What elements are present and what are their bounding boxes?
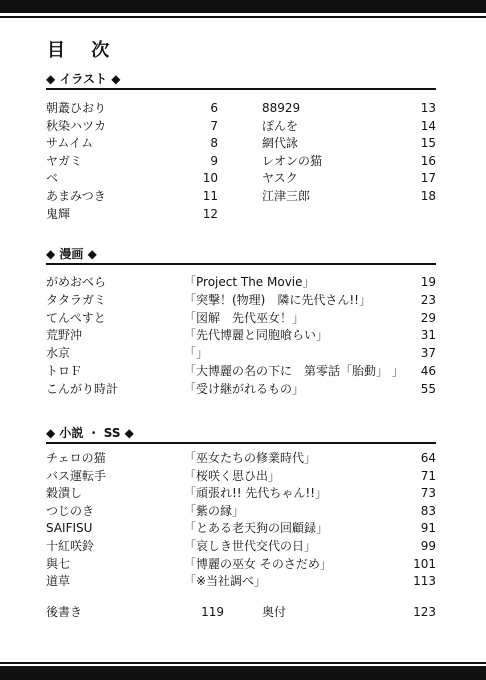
entry-page: 11 <box>202 189 218 203</box>
entry-page: 29 <box>420 310 436 325</box>
entry-page: 8 <box>210 136 218 151</box>
entry-artist: 鬼輝 <box>46 206 71 221</box>
colophon-label: 奥付 <box>262 605 287 619</box>
entry-author: チェロの猫 <box>46 451 106 465</box>
entry-page: 83 <box>420 503 436 518</box>
entry-page: 91 <box>420 521 436 536</box>
entry-page: 7 <box>210 118 218 133</box>
entry-author: 穀潰し <box>46 486 83 501</box>
entry-artist: レオンの猫 <box>262 153 323 168</box>
entry-page: 6 <box>210 101 218 115</box>
entry-title: 「図解 先代巫女！」 <box>184 310 305 325</box>
entry-page: 14 <box>420 118 436 133</box>
entry-artist: 秋染ハツカ <box>46 118 107 133</box>
entry-page: 15 <box>420 136 436 151</box>
entry-title: 「桜咲く思ひ出」 <box>184 468 281 483</box>
section-rule-illust <box>46 88 436 90</box>
entry-artist: ヤスク <box>262 171 298 186</box>
entry-artist: ヤガミ <box>46 153 83 168</box>
entry-page: 31 <box>420 328 436 343</box>
entry-page: 101 <box>413 556 436 571</box>
entry-title: 「大博麗の名の下に 第零話「胎動」 」 <box>184 364 404 378</box>
entry-page: 9 <box>210 153 218 168</box>
bottom-border-bar <box>0 666 486 680</box>
entry-title: 「とある老天狗の回顧録」 <box>184 521 329 536</box>
entry-author: SAIFISU <box>46 521 93 536</box>
entry-page: 99 <box>420 539 436 553</box>
entry-author: つじのき <box>46 503 95 518</box>
entry-author: 道草 <box>46 574 71 589</box>
entry-title: 「」 <box>184 346 209 361</box>
entry-page: 16 <box>420 153 436 168</box>
entry-page: 64 <box>420 451 436 465</box>
entry-page: 46 <box>420 364 436 378</box>
entry-artist: 江津三郎 <box>262 189 311 203</box>
colophon-page: 123 <box>413 605 436 619</box>
entry-title: 「※当社調べ」 <box>184 574 267 589</box>
section-heading-novel: ◆ 小説 ・ SS ◆ <box>46 426 134 440</box>
entry-author: 與七 <box>46 556 71 571</box>
entry-author: 水京 <box>46 346 71 361</box>
entry-artist: あまみつき <box>46 189 106 203</box>
entry-author: てんぺすと <box>46 310 106 325</box>
entry-title: 「Project The Movie」 <box>184 275 315 289</box>
entry-page: 37 <box>420 346 436 361</box>
entry-author: 荒野沖 <box>46 328 83 343</box>
entry-author: タタラガミ <box>46 292 107 307</box>
section-heading-illust: ◆ イラスト ◆ <box>46 72 121 86</box>
entry-title: 「紫の縁」 <box>184 503 245 518</box>
entry-page: 12 <box>202 206 218 221</box>
entry-title: 「頑張れ!! 先代ちゃん!!」 <box>184 486 328 501</box>
entry-title: 「博麗の巫女 そのさだめ」 <box>184 556 332 571</box>
entry-artist: サムイム <box>46 136 94 151</box>
entry-page: 73 <box>420 486 436 501</box>
entry-author: トロＦ <box>46 364 83 378</box>
entry-page: 113 <box>413 574 436 589</box>
top-border-bar <box>0 0 486 13</box>
entry-page: 10 <box>202 171 218 186</box>
afterword-page: 119 <box>201 605 224 619</box>
entry-artist: 朝叢ひおり <box>46 101 107 115</box>
top-border-line <box>0 16 486 18</box>
entry-author: バス運転手 <box>46 468 107 483</box>
entry-artist: 網代詠 <box>262 136 299 151</box>
entry-artist: 88929 <box>262 101 301 115</box>
page-title: 目 次 <box>47 40 120 61</box>
section-heading-manga: ◆ 漫画 ◆ <box>46 247 97 261</box>
entry-page: 23 <box>420 292 436 307</box>
entry-page: 13 <box>420 101 436 115</box>
entry-title: 「先代博麗と同胞喰らい」 <box>184 328 329 343</box>
entry-artist: ベ <box>46 171 59 186</box>
section-rule-novel <box>46 442 436 444</box>
entry-page: 71 <box>420 468 436 483</box>
entry-page: 55 <box>420 381 436 396</box>
entry-author: がめおべら <box>46 275 107 289</box>
entry-page: 18 <box>420 189 436 203</box>
bottom-border-line <box>0 662 486 664</box>
entry-title: 「受け継がれるもの」 <box>184 381 305 396</box>
entry-title: 「哀しき世代交代の日」 <box>184 539 317 553</box>
entry-page: 17 <box>420 171 436 186</box>
section-rule-manga <box>46 263 436 265</box>
entry-title: 「巫女たちの修業時代」 <box>184 451 317 465</box>
entry-page: 19 <box>420 275 436 289</box>
entry-author: こんがり時計 <box>46 381 119 396</box>
entry-artist: ぽんを <box>262 118 299 133</box>
entry-author: 十紅咲鈴 <box>46 539 95 553</box>
afterword-label: 後書き <box>46 605 83 619</box>
entry-title: 「突撃！(物理) 隣に先代さん!!」 <box>184 292 371 307</box>
